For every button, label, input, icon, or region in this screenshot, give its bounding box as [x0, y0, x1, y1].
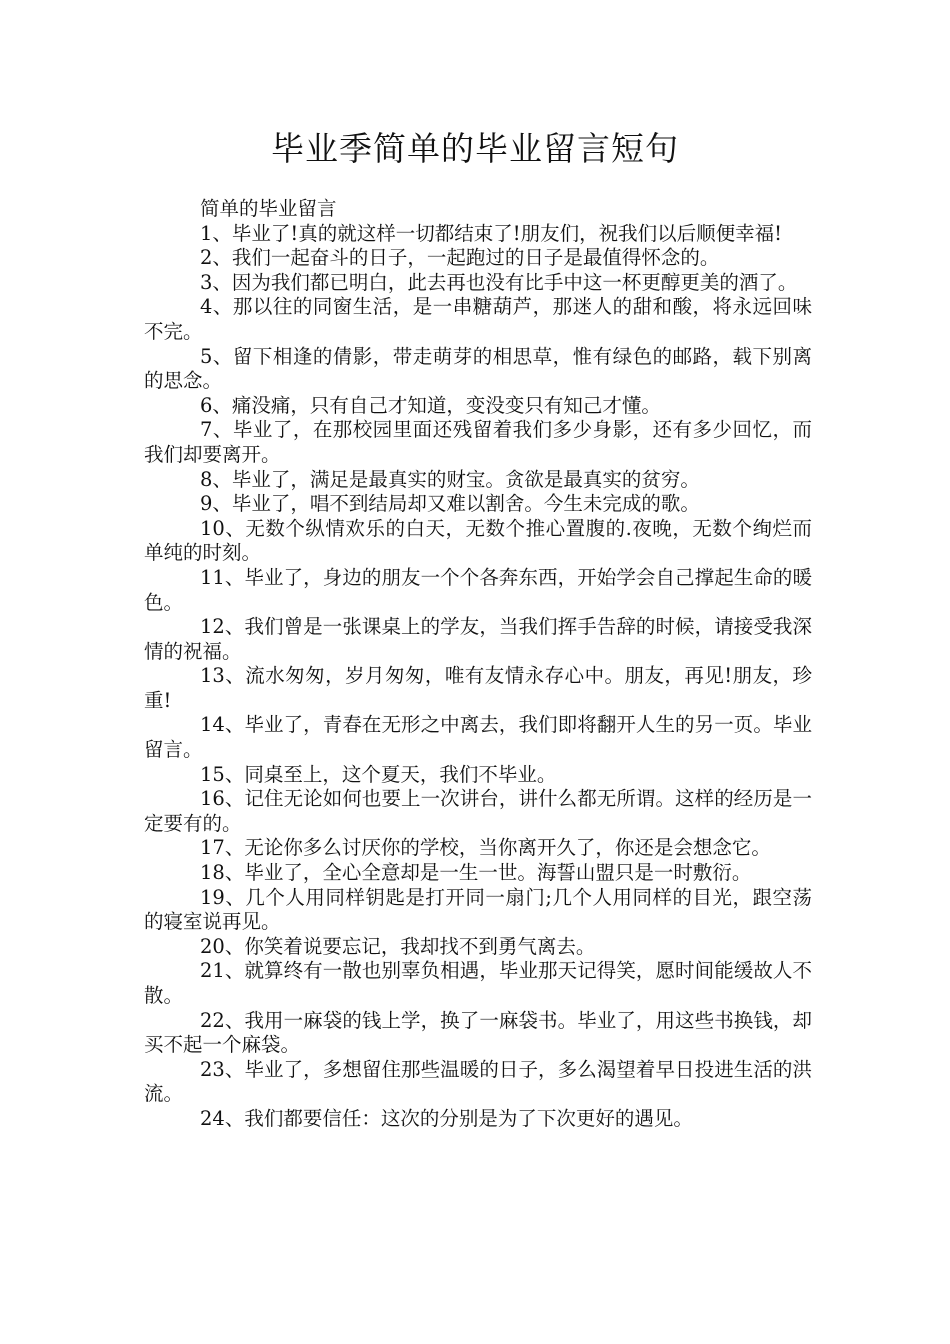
- list-item: 9、毕业了，唱不到结局却又难以割舍。今生未完成的歌。: [200, 492, 700, 516]
- document-body: [144, 197, 812, 1132]
- list-item: 23、毕业了，多想留住那些温暖的日子，多么渴望着早日投进生活的洪流。: [144, 1057, 812, 1106]
- list-item: 22、我用一麻袋的钱上学，换了一麻袋书。毕业了，用这些书换钱，却买不起一个麻袋。: [144, 1008, 812, 1057]
- list-item: 18、毕业了，全心全意却是一生一世。海誓山盟只是一时敷衍。: [200, 861, 752, 885]
- list-item: 3、因为我们都已明白，此去再也没有比手中这一杯更醇更美的酒了。: [200, 270, 798, 294]
- list-item: 21、就算终有一散也别辜负相遇，毕业那天记得笑，愿时间能缓故人不散。: [144, 959, 812, 1007]
- list-item: 10、无数个纵情欢乐的白天，无数个推心置腹的.夜晚，无数个绚烂而单纯的时刻。: [144, 516, 812, 565]
- list-item: 19、几个人用同样钥匙是打开同一扇门;几个人用同样的目光，跟空荡的寝室说再见。: [144, 885, 812, 934]
- list-item: 5、留下相逢的倩影，带走萌芽的相思草，惟有绿色的邮路，载下别离的思念。: [144, 344, 812, 393]
- list-item: 6、痛没痛，只有自己才知道，变没变只有知己才懂。: [200, 393, 661, 417]
- list-item: 16、记住无论如何也要上一次讲台，讲什么都无所谓。这样的经历是一定要有的。: [144, 787, 812, 835]
- document-title: 毕业季简单的毕业留言短句: [271, 129, 679, 168]
- list-item: 13、流水匆匆，岁月匆匆，唯有友情永存心中。朋友，再见!朋友，珍重!: [144, 664, 812, 712]
- list-item: 14、毕业了，青春在无形之中离去，我们即将翻开人生的另一页。毕业留言。: [144, 713, 812, 762]
- list-item: 1、毕业了!真的就这样一切都结束了!朋友们，祝我们以后顺便幸福!: [200, 221, 782, 245]
- list-item: 11、毕业了，身边的朋友一个个各奔东西，开始学会自己撑起生命的暖色。: [144, 565, 812, 614]
- list-item: 17、无论你多么讨厌你的学校，当你离开久了，你还是会想念它。: [200, 836, 771, 860]
- list-item: 15、同桌至上，这个夏天，我们不毕业。: [200, 762, 557, 786]
- list-item: 12、我们曾是一张课桌上的学友，当我们挥手告辞的时候，请接受我深情的祝福。: [144, 615, 812, 663]
- list-item: 4、那以往的同窗生活，是一串糖葫芦，那迷人的甜和酸，将永远回味不完。: [144, 295, 812, 343]
- list-item: 8、毕业了，满足是最真实的财宝。贪欲是最真实的贫穷。: [200, 467, 700, 491]
- list-item: 7、毕业了，在那校园里面还残留着我们多少身影，还有多少回忆，而我们却要离开。: [144, 418, 812, 466]
- section-heading: 简单的毕业留言: [200, 197, 337, 220]
- list-item: 2、我们一起奋斗的日子，一起跑过的日子是最值得怀念的。: [200, 246, 720, 270]
- list-item: 20、你笑着说要忘记，我却找不到勇气离去。: [200, 934, 596, 958]
- list-item: 24、我们都要信任：这次的分别是为了下次更好的遇见。: [200, 1106, 693, 1130]
